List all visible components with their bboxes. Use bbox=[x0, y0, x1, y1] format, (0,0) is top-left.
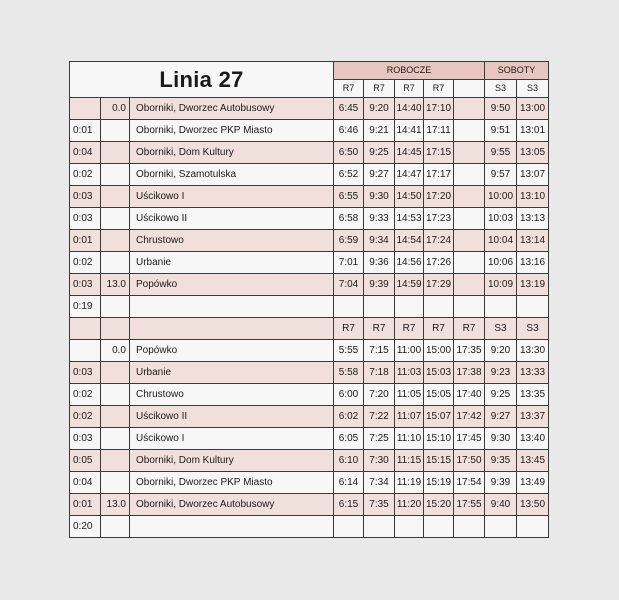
departure-time bbox=[454, 208, 485, 230]
departure-time: 9:39 bbox=[485, 472, 517, 494]
header-robocze: ROBOCZE bbox=[334, 62, 485, 80]
departure-time: 7:30 bbox=[364, 450, 395, 472]
departure-time: 10:04 bbox=[485, 230, 517, 252]
stop-name: Urbanie bbox=[130, 362, 334, 384]
departure-time: 9:20 bbox=[485, 340, 517, 362]
departure-time: 13:40 bbox=[517, 428, 549, 450]
time-diff: 0:03 bbox=[70, 208, 101, 230]
table-row bbox=[70, 406, 549, 428]
distance-km bbox=[101, 252, 130, 274]
column-header: R7 bbox=[395, 80, 424, 98]
table-row bbox=[70, 362, 549, 384]
distance-km bbox=[101, 516, 130, 538]
stop-name: Uścikowo II bbox=[130, 208, 334, 230]
distance-km: 13.0 bbox=[101, 274, 130, 296]
table-row bbox=[70, 252, 549, 274]
column-header: R7 bbox=[334, 80, 364, 98]
departure-time: 7:34 bbox=[364, 472, 395, 494]
distance-km bbox=[101, 428, 130, 450]
departure-time: 11:10 bbox=[395, 428, 424, 450]
column-header: R7 bbox=[424, 318, 454, 340]
column-header: S3 bbox=[485, 80, 517, 98]
distance-km bbox=[101, 472, 130, 494]
departure-time bbox=[485, 296, 517, 318]
departure-time bbox=[517, 516, 549, 538]
departure-time: 14:45 bbox=[395, 142, 424, 164]
departure-time: 17:15 bbox=[424, 142, 454, 164]
departure-time: 9:39 bbox=[364, 274, 395, 296]
departure-time: 13:33 bbox=[517, 362, 549, 384]
departure-time: 17:20 bbox=[424, 186, 454, 208]
departure-time: 6:15 bbox=[334, 494, 364, 516]
distance-km bbox=[101, 142, 130, 164]
header-soboty: SOBOTY bbox=[485, 62, 549, 80]
departure-time: 6:50 bbox=[334, 142, 364, 164]
departure-time bbox=[395, 296, 424, 318]
time-diff: 0:02 bbox=[70, 164, 101, 186]
distance-km bbox=[101, 164, 130, 186]
departure-time: 13:10 bbox=[517, 186, 549, 208]
departure-time: 13:19 bbox=[517, 274, 549, 296]
departure-time: 6:59 bbox=[334, 230, 364, 252]
departure-time bbox=[424, 516, 454, 538]
departure-time: 17:55 bbox=[454, 494, 485, 516]
departure-time bbox=[454, 516, 485, 538]
column-header: R7 bbox=[424, 80, 454, 98]
time-diff: 0:01 bbox=[70, 230, 101, 252]
distance-km: 0.0 bbox=[101, 98, 130, 120]
table-row bbox=[70, 120, 549, 142]
stop-name: Urbanie bbox=[130, 252, 334, 274]
departure-time bbox=[454, 230, 485, 252]
table-row bbox=[70, 142, 549, 164]
departure-time: 9:27 bbox=[485, 406, 517, 428]
departure-time: 9:20 bbox=[364, 98, 395, 120]
departure-time: 13:50 bbox=[517, 494, 549, 516]
table-row bbox=[70, 340, 549, 362]
departure-time: 15:05 bbox=[424, 384, 454, 406]
departure-time: 13:00 bbox=[517, 98, 549, 120]
time-diff: 0:04 bbox=[70, 142, 101, 164]
departure-time: 6:05 bbox=[334, 428, 364, 450]
stop-name: Oborniki, Dom Kultury bbox=[130, 450, 334, 472]
departure-time: 13:49 bbox=[517, 472, 549, 494]
time-diff: 0:20 bbox=[70, 516, 101, 538]
column-header: R7 bbox=[364, 318, 395, 340]
time-diff: 0:03 bbox=[70, 362, 101, 384]
departure-time: 17:10 bbox=[424, 98, 454, 120]
stop-name bbox=[130, 296, 334, 318]
departure-time: 15:00 bbox=[424, 340, 454, 362]
departure-time: 6:52 bbox=[334, 164, 364, 186]
departure-time: 13:13 bbox=[517, 208, 549, 230]
stop-name: Popówko bbox=[130, 340, 334, 362]
departure-time: 17:26 bbox=[424, 252, 454, 274]
departure-time: 9:36 bbox=[364, 252, 395, 274]
table-row bbox=[70, 384, 549, 406]
departure-time: 10:06 bbox=[485, 252, 517, 274]
stop-name: Uścikowo I bbox=[130, 428, 334, 450]
departure-time: 11:15 bbox=[395, 450, 424, 472]
departure-time: 5:58 bbox=[334, 362, 364, 384]
table-row bbox=[70, 164, 549, 186]
time-diff: 0:02 bbox=[70, 252, 101, 274]
departure-time: 13:14 bbox=[517, 230, 549, 252]
distance-km: 13.0 bbox=[101, 494, 130, 516]
time-diff: 0:03 bbox=[70, 186, 101, 208]
column-header: R7 bbox=[454, 318, 485, 340]
departure-time: 15:19 bbox=[424, 472, 454, 494]
table-row bbox=[70, 208, 549, 230]
table-row bbox=[70, 472, 549, 494]
table-row bbox=[70, 494, 549, 516]
section2-header-row bbox=[70, 318, 549, 340]
departure-time: 11:00 bbox=[395, 340, 424, 362]
departure-time: 13:37 bbox=[517, 406, 549, 428]
stop-name: Popówko bbox=[130, 274, 334, 296]
departure-time: 11:03 bbox=[395, 362, 424, 384]
departure-time: 14:50 bbox=[395, 186, 424, 208]
table-row bbox=[70, 450, 549, 472]
departure-time: 6:45 bbox=[334, 98, 364, 120]
distance-km bbox=[101, 406, 130, 428]
table-row bbox=[70, 186, 549, 208]
departure-time: 17:50 bbox=[454, 450, 485, 472]
departure-time: 17:23 bbox=[424, 208, 454, 230]
time-diff: 0:04 bbox=[70, 472, 101, 494]
departure-time: 17:45 bbox=[454, 428, 485, 450]
departure-time: 13:07 bbox=[517, 164, 549, 186]
stop-name bbox=[130, 516, 334, 538]
departure-time: 14:40 bbox=[395, 98, 424, 120]
distance-km bbox=[101, 120, 130, 142]
departure-time: 15:20 bbox=[424, 494, 454, 516]
departure-time bbox=[454, 120, 485, 142]
departure-time: 13:05 bbox=[517, 142, 549, 164]
departure-time bbox=[364, 516, 395, 538]
departure-time bbox=[454, 274, 485, 296]
departure-time: 9:30 bbox=[485, 428, 517, 450]
stop-name: Oborniki, Dworzec Autobusowy bbox=[130, 494, 334, 516]
departure-time: 14:47 bbox=[395, 164, 424, 186]
departure-time bbox=[485, 516, 517, 538]
table-row bbox=[70, 98, 549, 120]
departure-time: 6:46 bbox=[334, 120, 364, 142]
departure-time: 9:34 bbox=[364, 230, 395, 252]
timetable bbox=[69, 61, 549, 538]
departure-time: 17:42 bbox=[454, 406, 485, 428]
table-row bbox=[70, 296, 549, 318]
departure-time: 9:50 bbox=[485, 98, 517, 120]
departure-time: 9:55 bbox=[485, 142, 517, 164]
time-diff: 0:03 bbox=[70, 274, 101, 296]
departure-time: 9:33 bbox=[364, 208, 395, 230]
departure-time: 6:55 bbox=[334, 186, 364, 208]
table-row bbox=[70, 230, 549, 252]
departure-time: 13:01 bbox=[517, 120, 549, 142]
stop-name: Oborniki, Dworzec PKP Miasto bbox=[130, 120, 334, 142]
time-diff: 0:01 bbox=[70, 120, 101, 142]
stop-name: Oborniki, Dworzec PKP Miasto bbox=[130, 472, 334, 494]
departure-time: 9:40 bbox=[485, 494, 517, 516]
departure-time: 14:59 bbox=[395, 274, 424, 296]
empty-cell bbox=[130, 318, 334, 340]
departure-time bbox=[424, 296, 454, 318]
departure-time: 6:58 bbox=[334, 208, 364, 230]
departure-time bbox=[395, 516, 424, 538]
departure-time: 9:25 bbox=[364, 142, 395, 164]
departure-time: 17:40 bbox=[454, 384, 485, 406]
departure-time: 17:11 bbox=[424, 120, 454, 142]
stop-name: Chrustowo bbox=[130, 384, 334, 406]
departure-time: 17:38 bbox=[454, 362, 485, 384]
departure-time: 11:05 bbox=[395, 384, 424, 406]
departure-time: 10:09 bbox=[485, 274, 517, 296]
departure-time: 7:01 bbox=[334, 252, 364, 274]
column-header: R7 bbox=[364, 80, 395, 98]
departure-time bbox=[454, 164, 485, 186]
departure-time: 15:03 bbox=[424, 362, 454, 384]
departure-time: 13:30 bbox=[517, 340, 549, 362]
time-diff: 0:02 bbox=[70, 406, 101, 428]
table-row bbox=[70, 516, 549, 538]
departure-time: 17:24 bbox=[424, 230, 454, 252]
table-row bbox=[70, 428, 549, 450]
distance-km: 0.0 bbox=[101, 340, 130, 362]
departure-time bbox=[454, 98, 485, 120]
departure-time: 15:07 bbox=[424, 406, 454, 428]
empty-cell bbox=[101, 318, 130, 340]
time-diff: 0:01 bbox=[70, 494, 101, 516]
column-header: R7 bbox=[395, 318, 424, 340]
empty-cell bbox=[70, 318, 101, 340]
departure-time: 14:53 bbox=[395, 208, 424, 230]
time-diff bbox=[70, 98, 101, 120]
departure-time: 15:15 bbox=[424, 450, 454, 472]
time-diff: 0:02 bbox=[70, 384, 101, 406]
departure-time: 5:55 bbox=[334, 340, 364, 362]
departure-time bbox=[334, 516, 364, 538]
stop-name: Oborniki, Dworzec Autobusowy bbox=[130, 98, 334, 120]
column-header: R7 bbox=[334, 318, 364, 340]
departure-time: 11:07 bbox=[395, 406, 424, 428]
departure-time: 17:54 bbox=[454, 472, 485, 494]
stop-name: Chrustowo bbox=[130, 230, 334, 252]
departure-time bbox=[454, 142, 485, 164]
departure-time: 9:30 bbox=[364, 186, 395, 208]
line-title: Linia 27 bbox=[70, 62, 334, 98]
distance-km bbox=[101, 208, 130, 230]
departure-time: 9:21 bbox=[364, 120, 395, 142]
table-row bbox=[70, 274, 549, 296]
stop-name: Oborniki, Dom Kultury bbox=[130, 142, 334, 164]
departure-time: 9:23 bbox=[485, 362, 517, 384]
departure-time: 7:25 bbox=[364, 428, 395, 450]
departure-time: 7:18 bbox=[364, 362, 395, 384]
distance-km bbox=[101, 450, 130, 472]
departure-time: 9:51 bbox=[485, 120, 517, 142]
departure-time: 6:10 bbox=[334, 450, 364, 472]
departure-time: 6:14 bbox=[334, 472, 364, 494]
column-header: S3 bbox=[517, 318, 549, 340]
departure-time: 7:15 bbox=[364, 340, 395, 362]
column-header bbox=[454, 80, 485, 98]
distance-km bbox=[101, 230, 130, 252]
departure-time: 17:29 bbox=[424, 274, 454, 296]
departure-time: 9:35 bbox=[485, 450, 517, 472]
departure-time: 10:03 bbox=[485, 208, 517, 230]
column-header: S3 bbox=[485, 318, 517, 340]
departure-time bbox=[454, 252, 485, 274]
departure-time: 13:35 bbox=[517, 384, 549, 406]
column-header: S3 bbox=[517, 80, 549, 98]
departure-time: 17:17 bbox=[424, 164, 454, 186]
distance-km bbox=[101, 384, 130, 406]
departure-time: 9:25 bbox=[485, 384, 517, 406]
departure-time: 13:16 bbox=[517, 252, 549, 274]
departure-time: 9:57 bbox=[485, 164, 517, 186]
stop-name: Oborniki, Szamotulska bbox=[130, 164, 334, 186]
time-diff: 0:05 bbox=[70, 450, 101, 472]
departure-time bbox=[364, 296, 395, 318]
departure-time bbox=[454, 186, 485, 208]
departure-time: 11:19 bbox=[395, 472, 424, 494]
departure-time: 14:56 bbox=[395, 252, 424, 274]
departure-time: 10:00 bbox=[485, 186, 517, 208]
departure-time: 14:41 bbox=[395, 120, 424, 142]
departure-time: 7:22 bbox=[364, 406, 395, 428]
stop-name: Uścikowo II bbox=[130, 406, 334, 428]
departure-time: 15:10 bbox=[424, 428, 454, 450]
departure-time: 7:04 bbox=[334, 274, 364, 296]
distance-km bbox=[101, 186, 130, 208]
departure-time bbox=[454, 296, 485, 318]
distance-km bbox=[101, 296, 130, 318]
departure-time: 7:20 bbox=[364, 384, 395, 406]
timetable-body bbox=[70, 62, 549, 538]
distance-km bbox=[101, 362, 130, 384]
stop-name: Uścikowo I bbox=[130, 186, 334, 208]
departure-time bbox=[334, 296, 364, 318]
departure-time: 7:35 bbox=[364, 494, 395, 516]
time-diff bbox=[70, 340, 101, 362]
departure-time: 17:35 bbox=[454, 340, 485, 362]
time-diff: 0:19 bbox=[70, 296, 101, 318]
time-diff: 0:03 bbox=[70, 428, 101, 450]
departure-time: 11:20 bbox=[395, 494, 424, 516]
departure-time: 6:02 bbox=[334, 406, 364, 428]
departure-time: 6:00 bbox=[334, 384, 364, 406]
departure-time: 9:27 bbox=[364, 164, 395, 186]
departure-time bbox=[517, 296, 549, 318]
departure-time: 14:54 bbox=[395, 230, 424, 252]
departure-time: 13:45 bbox=[517, 450, 549, 472]
